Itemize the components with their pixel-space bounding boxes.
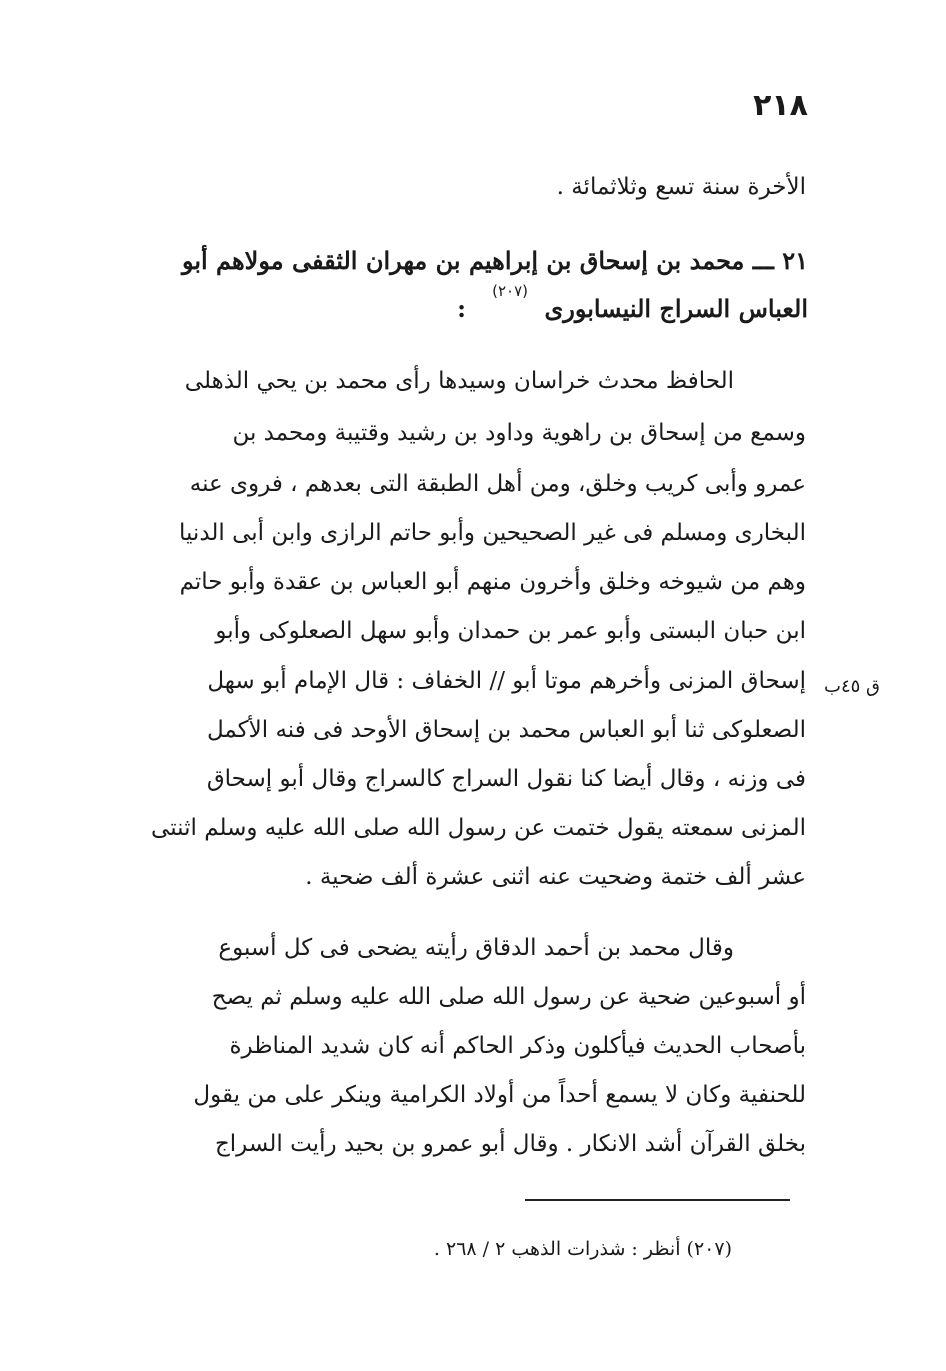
- text-line: ابن حبان البستى وأبو عمر بن حمدان وأبو سهل الصعلوكى وأبو: [215, 618, 806, 644]
- text-line: وقال محمد بن أحمد الدقاق رأيته يضحى فى كل أسبوع: [218, 935, 734, 961]
- text-line: المزنى سمعته يقول ختمت عن رسول الله صلى الله عليه وسلم اثنتى: [151, 815, 806, 841]
- footnote-reference: (٢٠٧): [492, 282, 528, 300]
- text-line: بأصحاب الحديث فيأكلون وذكر الحاكم أنه كان شديد المناظرة: [229, 1033, 806, 1059]
- entry-heading-colon: :: [457, 294, 466, 323]
- text-line: عشر ألف ختمة وضحيت عنه اثنى عشرة ألف ضحية .: [305, 864, 806, 890]
- text-line: وهم من شيوخه وخلق وأخرون منهم أبو العباس بن عقدة وأبو حاتم: [179, 569, 806, 595]
- footnote: (٢٠٧) أنظر : شذرات الذهب ٢ / ٢٦٨ .: [433, 1238, 732, 1260]
- text-line: البخارى ومسلم فى غير الصحيحين وأبو حاتم الرازى وابن أبى الدنيا: [178, 520, 806, 546]
- footnote-separator: [525, 1199, 790, 1201]
- text-line: للحنفية وكان لا يسمع أحداً من أولاد الكرامية وينكر على من يقول: [193, 1082, 806, 1108]
- text-line: فى وزنه ، وقال أيضا كنا نقول السراج كالسراج وقال أبو إسحاق: [206, 766, 806, 792]
- text-line: وسمع من إسحاق بن راهوية وداود بن رشيد وقتيبة ومحمد بن: [232, 420, 806, 446]
- opening-line: الأخرة سنة تسع وثلاثمائة .: [556, 174, 806, 200]
- text-line: عمرو وأبى كريب وخلق، ومن أهل الطبقة التى بعدهم ، فروى عنه: [189, 471, 806, 497]
- manuscript-folio-note: ق ٤٥ب: [824, 676, 880, 697]
- text-line: أو أسبوعين ضحية عن رسول الله صلى الله عليه وسلم ثم يصح: [211, 984, 806, 1010]
- entry-heading-line-1: ٢١ ـــ محمد بن إسحاق بن إبراهيم بن مهران الثقفى مولاهم أبو: [181, 246, 808, 275]
- entry-heading-line-2: العباس السراج النيسابورى: [544, 294, 808, 323]
- text-line: إسحاق المزنى وأخرهم موتا أبو // الخفاف : قال الإمام أبو سهل: [207, 668, 806, 694]
- text-line: الحافظ محدث خراسان وسيدها رأى محمد بن يحي الذهلى: [184, 368, 734, 394]
- text-line: بخلق القرآن أشد الانكار . وقال أبو عمرو بن بحيد رأيت السراج: [214, 1131, 806, 1157]
- text-line: الصعلوكى ثنا أبو العباس محمد بن إسحاق الأوحد فى فنه الأكمل: [206, 717, 806, 743]
- page-number: ٢١٨: [753, 88, 808, 123]
